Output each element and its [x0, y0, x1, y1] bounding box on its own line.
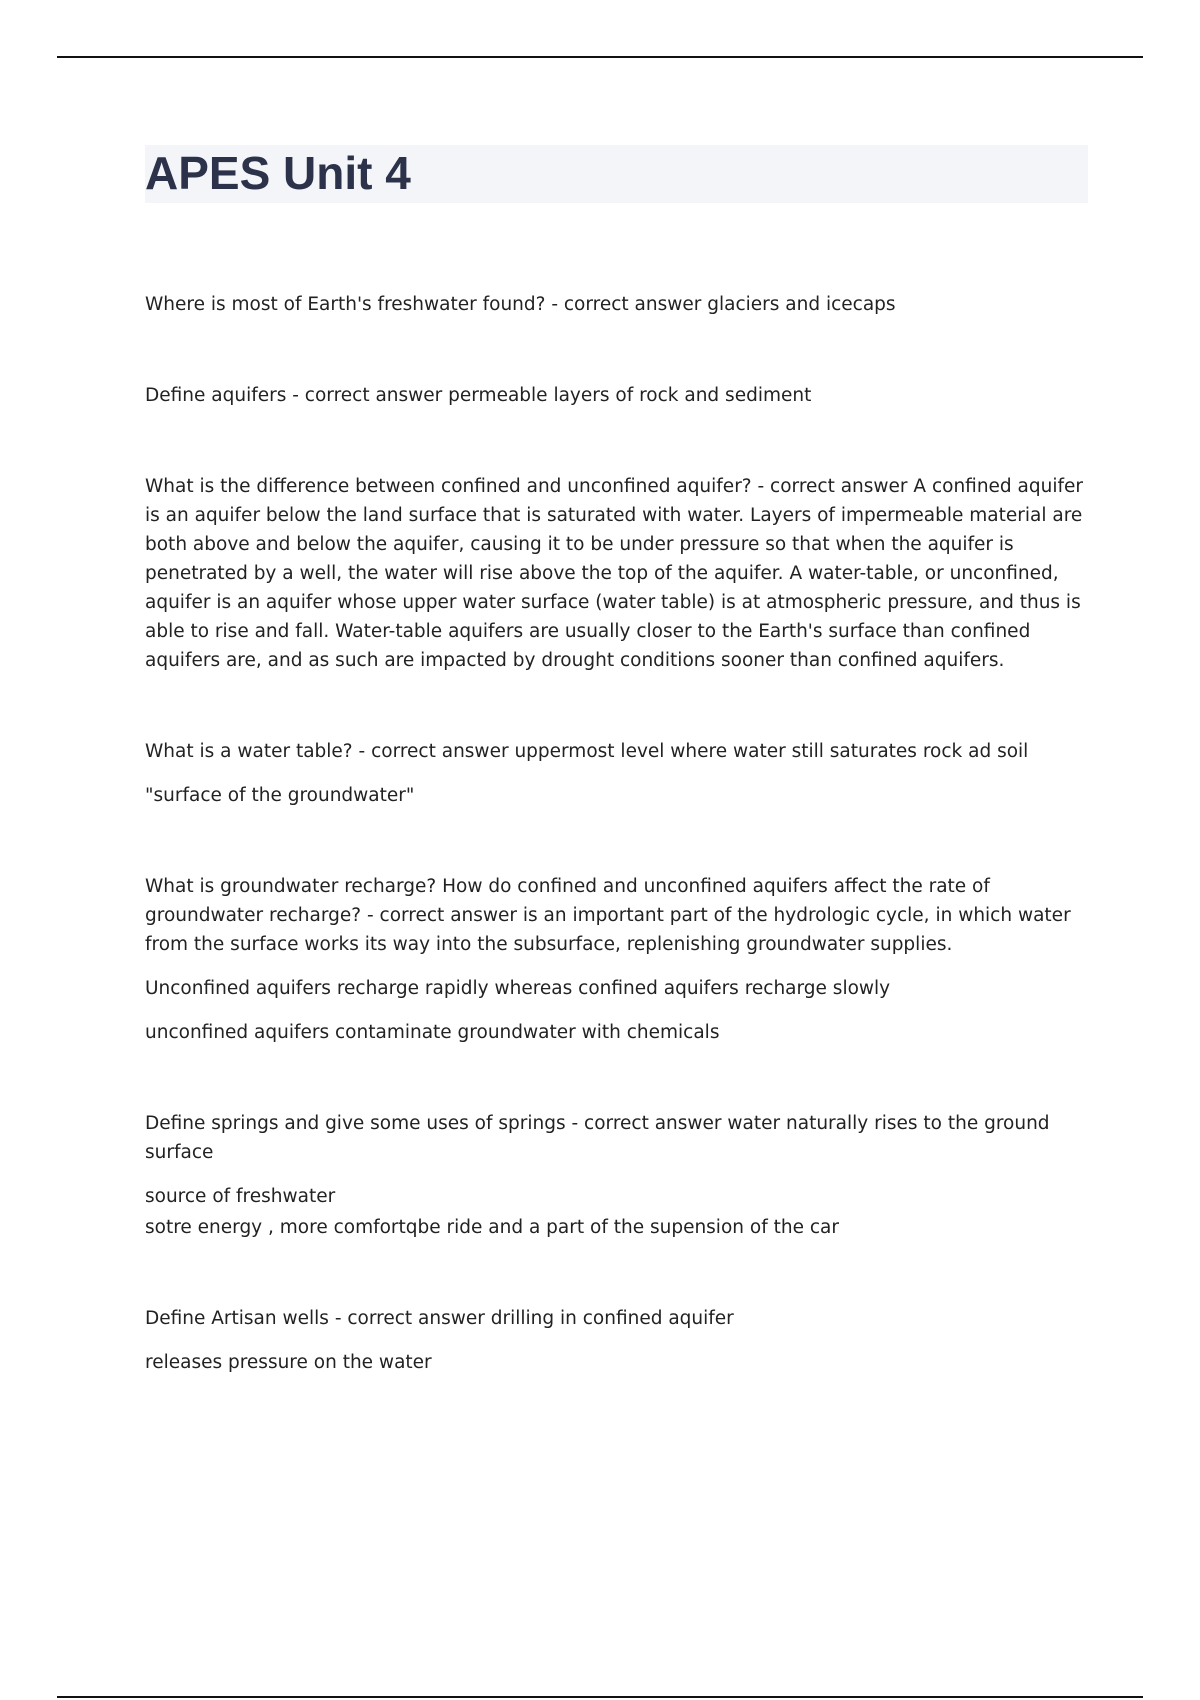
flashcard	[145, 290, 1095, 319]
flashcard-text	[145, 872, 1095, 959]
answer-extra-line: sotre energy , more comfortqbe ride and a part of the supension of the car	[145, 1217, 839, 1238]
flashcard-text	[145, 290, 1095, 319]
flashcard	[145, 872, 1095, 1047]
answer-separator: - correct answer	[286, 385, 449, 406]
flashcard-text	[145, 1304, 1095, 1333]
answer-extra-line: releases pressure on the water	[145, 1352, 432, 1373]
document-title: APES Unit 4	[145, 147, 411, 199]
question-text: Define Artisan wells	[145, 1308, 329, 1329]
flashcard	[145, 737, 1095, 810]
answer-separator: - correct answer	[751, 476, 914, 497]
flashcard-text	[145, 381, 1095, 410]
answer-separator: - correct answer	[352, 741, 515, 762]
answer-separator: - correct answer	[565, 1113, 728, 1134]
answer-separator: - correct answer	[328, 1308, 491, 1329]
flashcard	[145, 381, 1095, 410]
question-text: What is the difference between confined and unconfined aquifer?	[145, 476, 752, 497]
answer-text: water naturally rises to the ground surface	[145, 1113, 1050, 1163]
flashcard-list	[145, 290, 1095, 1377]
answer-text: permeable layers of rock and sediment	[448, 385, 812, 406]
answer-text: drilling in confined aquifer	[490, 1308, 734, 1329]
question-text: Define springs and give some uses of springs	[145, 1113, 566, 1134]
answer-extra-line: source of freshwater	[145, 1186, 336, 1207]
answer-separator: - correct answer	[545, 294, 708, 315]
answer-text: is an important part of the hydrologic cycle, in which water from the surface works its way into the subsurface, replenishing groundwater supplies.	[145, 905, 1071, 955]
answer-separator: - correct answer	[361, 905, 523, 926]
flashcard	[145, 472, 1095, 675]
question-text: Where is most of Earth's freshwater found?	[145, 294, 546, 315]
answer-extra-line: Unconfined aquifers recharge rapidly whereas confined aquifers recharge slowly	[145, 978, 891, 999]
flashcard-text	[145, 737, 1095, 766]
top-rule	[57, 56, 1143, 58]
question-text: What is groundwater recharge? How do confined and unconfined aquifers affect the rate of groundwater recharge?	[145, 876, 990, 926]
question-text: Define aquifers	[145, 385, 287, 406]
flashcard	[145, 1109, 1095, 1242]
answer-text: uppermost level where water still saturates rock ad soil	[514, 741, 1029, 762]
flashcard	[145, 1304, 1095, 1377]
answer-text: A confined aquifer is an aquifer below the land surface that is saturated with water. Layers of impermeable material are both above and below the aquifer, causing it to be under pressure so that when the aquifer is penetrated by a well, the water will rise above the top of the aquifer. A water-table, or unconfined, aquifer is an aquifer whose upper water surface (water table) is at atmospheric pressure, and thus is able to rise and fall. Water-table aquifers are usually closer to the Earth's surface than confined aquifers are, and as such are impacted by drought conditions sooner than confined aquifers.	[145, 476, 1084, 671]
answer-extra-line: unconfined aquifers contaminate groundwater with chemicals	[145, 1022, 720, 1043]
flashcard-text	[145, 472, 1095, 675]
answer-text: glaciers and icecaps	[707, 294, 896, 315]
question-text: What is a water table?	[145, 741, 353, 762]
bottom-rule	[57, 1696, 1143, 1698]
flashcard-text	[145, 1109, 1095, 1167]
answer-extra-line: "surface of the groundwater"	[145, 785, 415, 806]
